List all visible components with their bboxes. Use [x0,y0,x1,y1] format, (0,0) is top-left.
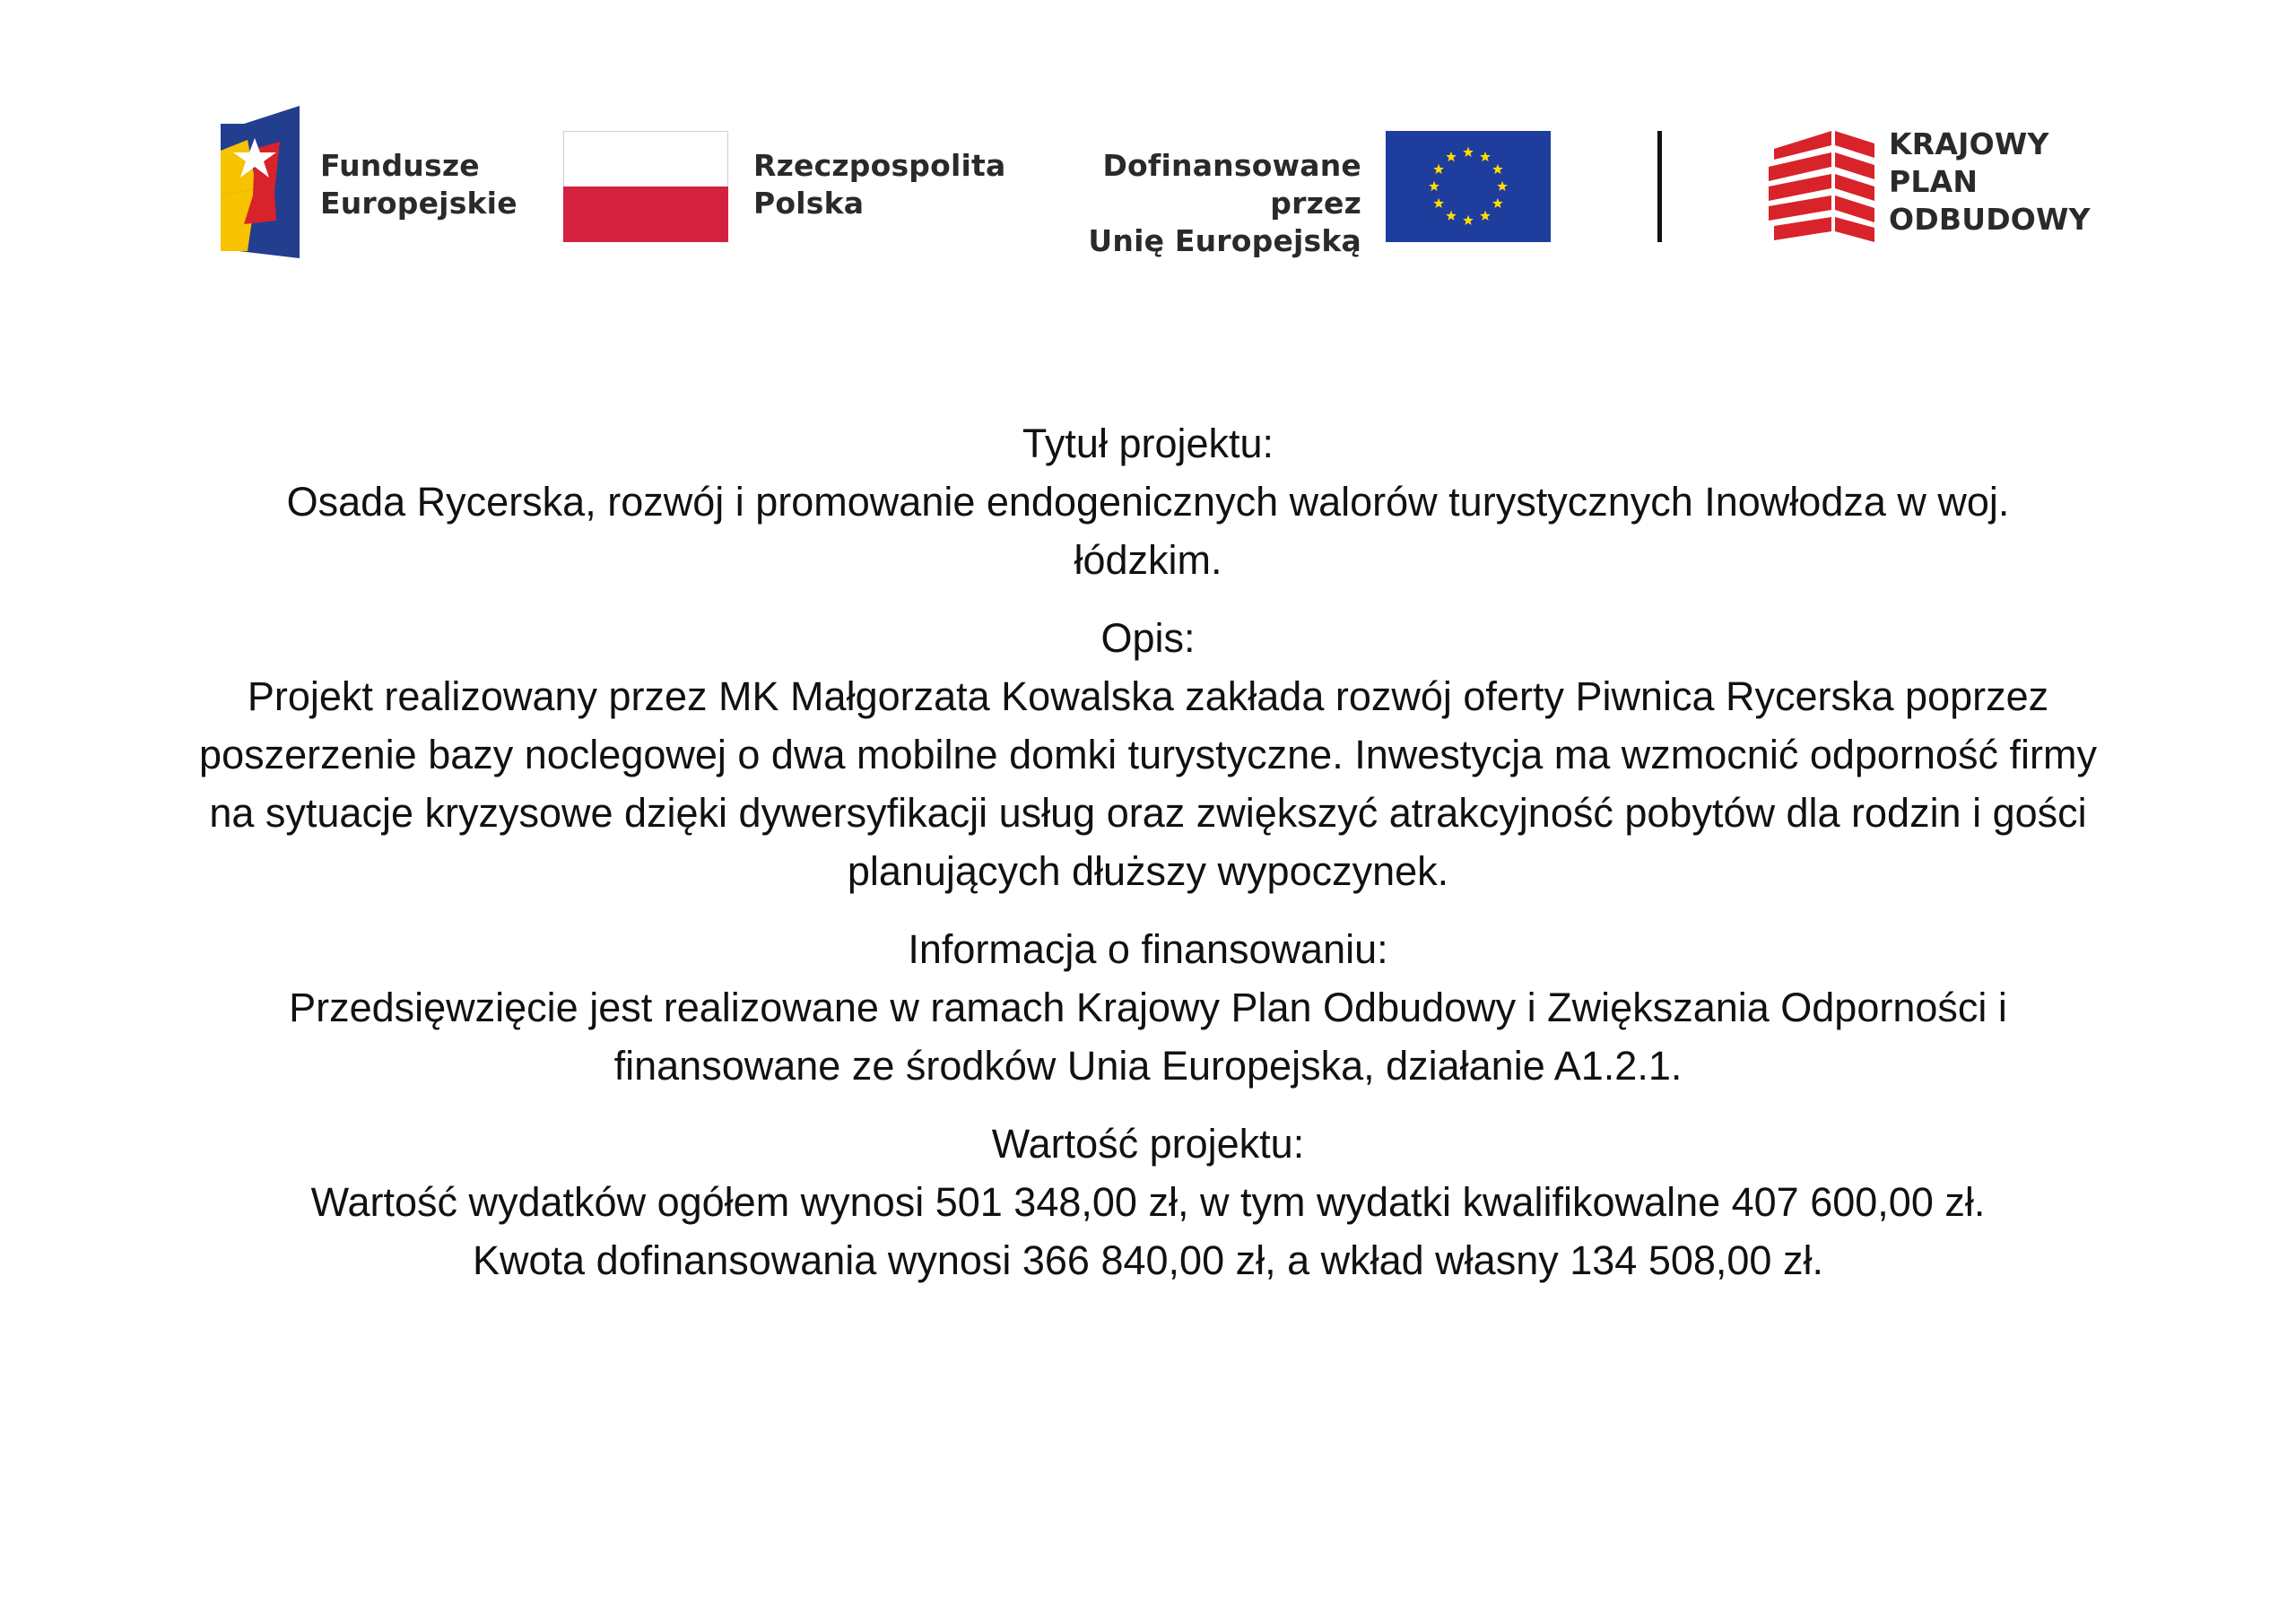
value-line-1: Wartość wydatków ogółem wynosi 501 348,00 zł, w tym wydatki kwalifikowalne 407 600,00 zł. [310,1179,1986,1225]
rzeczpospolita-line-1: Rzeczpospolita [753,148,1006,183]
dofinansowane-line-2: Unię Europejską [1088,223,1361,258]
value-label: Wartość projektu: [991,1121,1305,1167]
dofinansowane-text [1013,147,1361,260]
funding-section [144,920,2152,1095]
value-section [144,1115,2152,1289]
funding-label: Informacja o finansowaniu: [908,926,1388,972]
project-description: Projekt realizowany przez MK Małgorzata Kowalska zakłada rozwój oferty Piwnica Rycerska poprzez poszerzenie bazy noclegowej o dwa mobilne domki turystyczne. Inwestycja ma wzmocnić odporność firmy na sytuacje kryzysowe dzięki dywersyfikacji usług oraz zwiększyć atrakcyjność pobytów dla rodzin i gości planujących dłuższy wypoczynek. [199,673,2097,894]
rzeczpospolita-line-2: Polska [753,186,865,221]
project-title: Osada Rycerska, rozwój i promowanie endogenicznych walorów turystycznych Inowłodza w woj. łódzkim. [286,479,2010,583]
title-section [144,414,2152,589]
fundusze-line-1: Fundusze [320,148,480,183]
kpo-line-2: PLAN [1889,164,1979,199]
kpo-line-1: KRAJOWY [1889,126,2049,161]
funding-info: Przedsięwzięcie jest realizowane w ramach Krajowy Plan Odbudowy i Zwiększania Odporności i finansowane ze środków Unia Europejska, działanie A1.2.1. [289,985,2007,1089]
fundusze-europejskie-logo [221,106,301,258]
project-info [144,414,2152,1309]
krajowy-plan-odbudowy-text [1889,126,2091,239]
logo-divider [1657,131,1662,242]
fundusze-europejskie-text [320,147,517,222]
polish-flag-icon [563,131,728,242]
kpo-line-3: ODBUDOWY [1889,202,2091,237]
rzeczpospolita-polska-text [753,147,1005,222]
fundusze-line-2: Europejskie [320,186,517,221]
logo-strip [0,0,2296,269]
title-label: Tytuł projektu: [1022,421,1274,466]
krajowy-plan-odbudowy-logo [1769,131,1874,242]
eu-flag-icon [1386,131,1551,242]
dofinansowane-line-1: Dofinansowane przez [1102,148,1361,221]
value-line-2: Kwota dofinansowania wynosi 366 840,00 zł, a wkład własny 134 508,00 zł. [473,1237,1823,1283]
description-label: Opis: [1100,615,1196,661]
description-section [144,609,2152,900]
